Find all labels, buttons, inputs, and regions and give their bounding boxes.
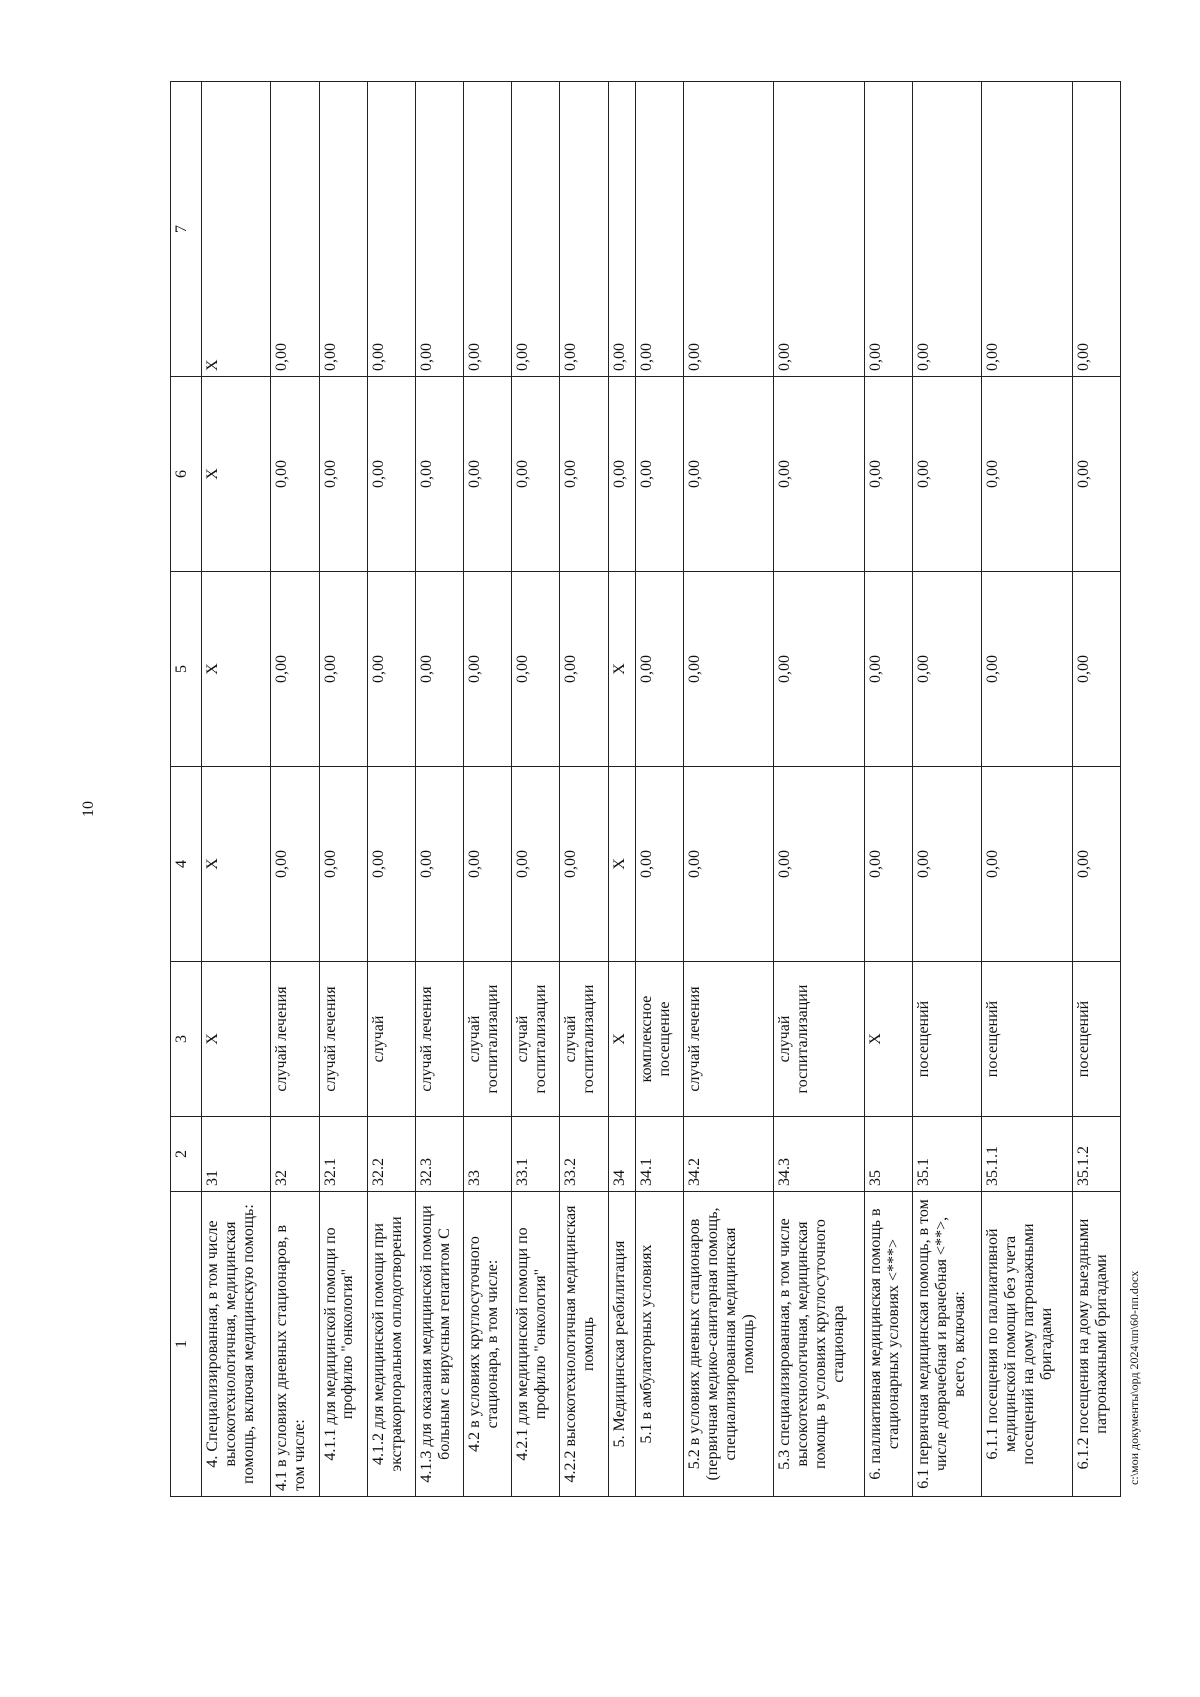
row-value-col7: 0,00 [608,82,635,377]
row-value-col5: 0,00 [864,572,912,767]
table-row [608,82,635,1497]
row-code-cell: 32.1 [319,1117,367,1192]
row-code-cell: 33 [464,1117,512,1192]
row-unit-cell: посещений [912,962,981,1117]
row-code-cell: 34.2 [683,1117,773,1192]
table-row [683,82,773,1497]
row-value-col5: 0,00 [912,572,981,767]
row-code-cell: 34.1 [635,1117,683,1192]
footer-file-path: c:\мои документы\орд 2024\пп\60-пп.docx [1127,1270,1141,1485]
row-name-cell: 4.2.2 высокотехнологичная медицинская помощь [560,1192,608,1497]
row-value-col7: 0,00 [635,82,683,377]
row-name-cell: 5.3 специализированная, в том числе высокотехнологичная, медицинская помощь в условиях круглосуточного стационара [774,1192,864,1497]
row-value-col5: 0,00 [683,572,773,767]
row-name-cell: 4.1.1 для медицинской помощи по профилю "онкология" [319,1192,367,1497]
row-value-col5: 0,00 [271,572,319,767]
row-value-col5: 0,00 [982,572,1072,767]
row-value-col5: 0,00 [464,572,512,767]
row-code-cell: 35 [864,1117,912,1192]
row-name-cell: 4. Специализированная, в том числе высокотехнологичная, медицинская помощь, включая медицинскую помощь: [202,1192,271,1497]
row-value-col5: 0,00 [774,572,864,767]
row-value-col6: 0,00 [415,377,463,572]
row-value-col4: X [608,767,635,962]
row-value-col7: X [202,82,271,377]
row-value-col5: 0,00 [635,572,683,767]
row-name-cell: 6. паллиативная медицинская помощь в стационарных условиях <***> [864,1192,912,1497]
row-value-col5: X [202,572,271,767]
row-value-col7: 0,00 [319,82,367,377]
row-unit-cell: комплексное посещение [635,962,683,1117]
row-name-cell: 6.1.2 посещения на дому выездными патронажными бригадами [1072,1192,1120,1497]
row-value-col4: 0,00 [864,767,912,962]
row-value-col7: 0,00 [982,82,1072,377]
row-unit-cell: случай госпитализации [774,962,864,1117]
row-value-col6: 0,00 [319,377,367,572]
table-row [982,82,1072,1497]
row-unit-cell: случай госпитализации [464,962,512,1117]
row-value-col6: 0,00 [271,377,319,572]
col-header-3: 3 [171,962,202,1117]
table-row [635,82,683,1497]
row-value-col5: 0,00 [319,572,367,767]
row-name-cell: 6.1.1 посещения по паллиативной медицинской помощи без учета посещений на дому патронажными бригадами [982,1192,1072,1497]
row-name-cell: 6.1 первичная медицинская помощь, в том числе доврачебная и врачебная <**>, всего, включая: [912,1192,981,1497]
row-value-col6: 0,00 [683,377,773,572]
row-value-col4: 0,00 [271,767,319,962]
row-unit-cell: посещений [982,962,1072,1117]
row-value-col7: 0,00 [512,82,560,377]
row-value-col6: 0,00 [912,377,981,572]
row-name-cell: 4.1.2 для медицинской помощи при экстракорпоральном оплодотворении [367,1192,415,1497]
row-unit-cell: случай лечения [271,962,319,1117]
page-number: 10 [80,801,97,817]
row-value-col6: 0,00 [608,377,635,572]
row-value-col6: X [202,377,271,572]
row-unit-cell: случай лечения [319,962,367,1117]
table-row [202,82,271,1497]
row-name-cell: 5. Медицинская реабилитация [608,1192,635,1497]
row-unit-cell: случай лечения [683,962,773,1117]
table-row [415,82,463,1497]
row-value-col4: 0,00 [512,767,560,962]
row-code-cell: 32.2 [367,1117,415,1192]
row-value-col7: 0,00 [271,82,319,377]
row-value-col4: 0,00 [367,767,415,962]
row-value-col4: 0,00 [560,767,608,962]
row-code-cell: 33.2 [560,1117,608,1192]
col-header-4: 4 [171,767,202,962]
row-code-cell: 33.1 [512,1117,560,1192]
row-value-col4: 0,00 [683,767,773,962]
table-body [202,82,1121,1497]
row-value-col7: 0,00 [864,82,912,377]
row-unit-cell: случай госпитализации [512,962,560,1117]
row-value-col6: 0,00 [512,377,560,572]
rotated-table-container [170,82,1121,1497]
row-value-col5: 0,00 [512,572,560,767]
row-value-col4: 0,00 [464,767,512,962]
row-value-col5: 0,00 [367,572,415,767]
table-row [774,82,864,1497]
row-value-col6: 0,00 [864,377,912,572]
table-row [1072,82,1120,1497]
row-value-col6: 0,00 [635,377,683,572]
row-unit-cell: случай госпитализации [560,962,608,1117]
table-row [864,82,912,1497]
row-value-col6: 0,00 [464,377,512,572]
row-value-col4: 0,00 [635,767,683,962]
row-value-col4: 0,00 [319,767,367,962]
row-unit-cell: X [608,962,635,1117]
row-value-col7: 0,00 [560,82,608,377]
table-row [912,82,981,1497]
row-value-col6: 0,00 [367,377,415,572]
table-header-row [171,82,202,1497]
row-value-col5: 0,00 [1072,572,1120,767]
row-value-col7: 0,00 [464,82,512,377]
col-header-5: 5 [171,572,202,767]
row-value-col6: 0,00 [982,377,1072,572]
row-value-col5: 0,00 [560,572,608,767]
col-header-6: 6 [171,377,202,572]
row-name-cell: 4.2.1 для медицинской помощи по профилю "онкология" [512,1192,560,1497]
col-header-2: 2 [171,1117,202,1192]
row-value-col7: 0,00 [774,82,864,377]
table-row [464,82,512,1497]
row-value-col7: 0,00 [367,82,415,377]
table-row [319,82,367,1497]
row-name-cell: 5.2 в условиях дневных стационаров (первичная медико-санитарная помощь, специализированная медицинская помощь) [683,1192,773,1497]
row-value-col7: 0,00 [1072,82,1120,377]
row-name-cell: 4.1.3 для оказания медицинской помощи больным с вирусным гепатитом С [415,1192,463,1497]
row-code-cell: 34 [608,1117,635,1192]
row-code-cell: 35.1.1 [982,1117,1072,1192]
row-name-cell: 4.2 в условиях круглосуточного стационара, в том числе: [464,1192,512,1497]
row-unit-cell: посещений [1072,962,1120,1117]
row-value-col4: 0,00 [415,767,463,962]
row-value-col6: 0,00 [774,377,864,572]
row-value-col4: 0,00 [774,767,864,962]
row-value-col5: 0,00 [415,572,463,767]
row-value-col4: 0,00 [982,767,1072,962]
table-row [560,82,608,1497]
row-value-col4: X [202,767,271,962]
row-unit-cell: случай [367,962,415,1117]
row-value-col7: 0,00 [415,82,463,377]
table-row [512,82,560,1497]
row-code-cell: 32 [271,1117,319,1192]
row-name-cell: 4.1 в условиях дневных стационаров, в том числе: [271,1192,319,1497]
row-code-cell: 32.3 [415,1117,463,1192]
row-name-cell: 5.1 в амбулаторных условиях [635,1192,683,1497]
row-value-col6: 0,00 [1072,377,1120,572]
row-code-cell: 34.3 [774,1117,864,1192]
row-code-cell: 35.1 [912,1117,981,1192]
row-unit-cell: X [202,962,271,1117]
row-unit-cell: X [864,962,912,1117]
row-unit-cell: случай лечения [415,962,463,1117]
row-value-col5: X [608,572,635,767]
col-header-1: 1 [171,1192,202,1497]
col-header-7: 7 [171,82,202,377]
table-row [367,82,415,1497]
row-value-col4: 0,00 [912,767,981,962]
row-code-cell: 31 [202,1117,271,1192]
row-code-cell: 35.1.2 [1072,1117,1120,1192]
row-value-col7: 0,00 [683,82,773,377]
row-value-col6: 0,00 [560,377,608,572]
data-table [170,81,1121,1497]
row-value-col7: 0,00 [912,82,981,377]
table-row [271,82,319,1497]
row-value-col4: 0,00 [1072,767,1120,962]
